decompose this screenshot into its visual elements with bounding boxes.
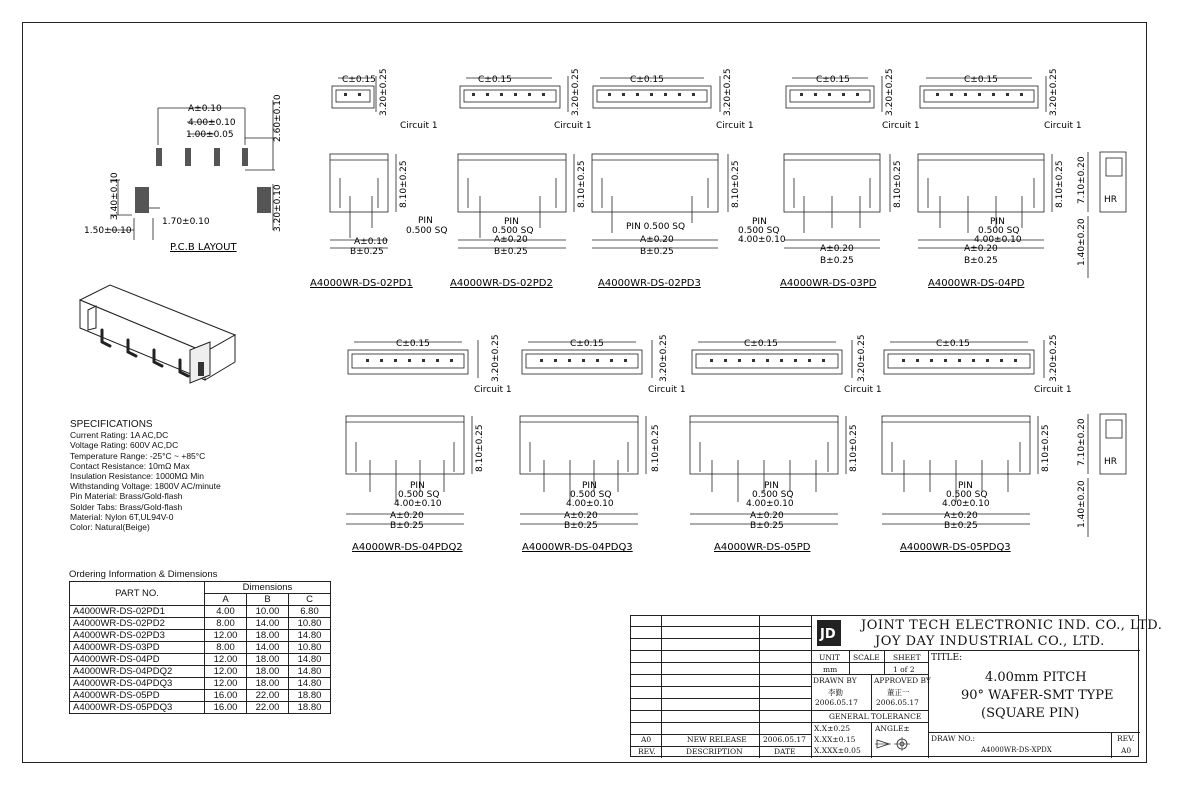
cell-part: A4000WR-DS-04PDQ2 [70, 666, 205, 678]
pcb-dim-pad-width: 1.00±0.05 [186, 130, 234, 140]
drawn-date: 2006.05.17 [815, 698, 858, 707]
cell-c: 14.80 [289, 654, 331, 666]
cell-part: A4000WR-DS-02PD1 [70, 606, 205, 618]
r2-height-2: 3.20±0.25 [659, 334, 669, 382]
tolerance-2: X.XX±0.15 [814, 735, 856, 744]
row1-drawings [300, 68, 1160, 298]
r1-hr-top: 7.10±0.20 [1077, 156, 1087, 204]
r1-c-dim-4: C±0.15 [816, 75, 850, 85]
cell-part: A4000WR-DS-05PD [70, 690, 205, 702]
cell-a: 16.00 [205, 702, 247, 714]
pcb-dim-tab-offset: 1.70±0.10 [162, 217, 210, 227]
table-row [70, 702, 331, 714]
r2-hr-bot: 1.40±0.20 [1077, 480, 1087, 528]
cell-a: 8.00 [205, 642, 247, 654]
drawn-by-label: DRAWN BY [813, 676, 857, 685]
cell-a: 12.00 [205, 630, 247, 642]
r1-b-4: B±0.25 [820, 256, 854, 266]
r1-a-4: A±0.20 [820, 244, 854, 254]
r2-b-1: B±0.25 [390, 521, 424, 531]
r2-pinsq-1: 0.500 SQ [398, 490, 440, 500]
spec-line: Solder Tabs: Brass/Gold-flash [70, 501, 183, 512]
part-name-03pd: A4000WR-DS-03PD [780, 278, 877, 289]
r1-a-1: A±0.10 [354, 237, 388, 247]
sheet-value: 1 of 2 [893, 665, 915, 674]
cell-c: 14.80 [289, 666, 331, 678]
spec-line: Pin Material: Brass/Gold-flash [70, 491, 183, 502]
r2-b-4: B±0.25 [944, 521, 978, 531]
r2-height-3: 3.20±0.25 [857, 334, 867, 382]
r1-pinsq-1: 0.500 SQ [406, 226, 448, 236]
cell-b: 18.00 [247, 654, 289, 666]
r2-pin-4: PIN [958, 481, 973, 491]
rev-label: REV. [1117, 734, 1135, 743]
r1-c-dim-1: C±0.15 [342, 75, 376, 85]
r1-pinsq-4: 0.500 SQ [738, 226, 780, 236]
r2-a-2: A±0.20 [564, 511, 598, 521]
approved-by-name: 董正一 [887, 688, 910, 697]
r2-pin-2: PIN [582, 481, 597, 491]
title-line-2: 90° WAFER-SMT TYPE [961, 688, 1114, 703]
r2-b-3: B±0.25 [750, 521, 784, 531]
r1-height-3: 3.20±0.25 [723, 68, 733, 116]
unit-value: mm [823, 665, 838, 674]
table-row [70, 630, 331, 642]
pcb-dim-pad-height: 2.60±0.10 [273, 94, 283, 142]
angle-label: ANGLE± [875, 724, 910, 733]
spec-line: Contact Resistance: 10mΩ Max [70, 460, 190, 471]
spec-line: Color: Natural(Beige) [70, 522, 150, 533]
cell-part: A4000WR-DS-02PD3 [70, 630, 205, 642]
history-desc-header: DESCRIPTION [686, 747, 743, 756]
cell-c: 6.80 [289, 606, 331, 618]
col-c: C [289, 594, 331, 606]
tolerance-3: X.XXX±0.05 [814, 746, 861, 755]
r2-hr-label: HR [1104, 457, 1118, 467]
r1-c-dim-3: C±0.15 [630, 75, 664, 85]
r2-c-dim-4: C±0.15 [936, 339, 970, 349]
r1-c-dim-2: C±0.15 [478, 75, 512, 85]
r2-pitch-3: 4.00±0.10 [746, 499, 794, 509]
cell-a: 12.00 [205, 678, 247, 690]
tolerance-1: X.X±0.25 [814, 724, 851, 733]
spec-line: Material: Nylon 6T,UL94V-0 [70, 511, 174, 522]
cell-part: A4000WR-DS-04PD [70, 654, 205, 666]
sheet-label: SHEET [893, 653, 921, 662]
cell-a: 12.00 [205, 654, 247, 666]
svg-text:JD: JD [820, 627, 836, 642]
cell-c: 14.80 [289, 630, 331, 642]
r1-a-3: A±0.20 [640, 235, 674, 245]
r1-side-height-5: 8.10±0.25 [1055, 160, 1065, 208]
cell-c: 10.80 [289, 618, 331, 630]
pcb-dim-a: A±0.10 [188, 104, 222, 114]
r1-circuit-1: Circuit 1 [400, 121, 438, 131]
part-name-02pd2: A4000WR-DS-02PD2 [450, 278, 553, 289]
connector-3d-view [70, 280, 250, 405]
history-rev-header: REV. [638, 747, 656, 756]
specifications [70, 420, 221, 532]
draw-no-value: A4000WR-DS-XPDX [981, 746, 1052, 754]
cell-b: 22.00 [247, 690, 289, 702]
r2-c-dim-1: C±0.15 [396, 339, 430, 349]
drawn-by-name: 李勤 [828, 688, 843, 697]
r2-side-height-2: 8.10±0.25 [651, 424, 661, 472]
part-name-05pd: A4000WR-DS-05PD [714, 542, 811, 553]
r2-side-height-3: 8.10±0.25 [849, 424, 859, 472]
r2-pitch-2: 4.00±0.10 [566, 499, 614, 509]
cell-a: 16.00 [205, 690, 247, 702]
r2-pitch-4: 4.00±0.10 [942, 499, 990, 509]
draw-no-label: DRAW NO.: [931, 734, 976, 743]
r1-c-dim-5: C±0.15 [964, 75, 998, 85]
approved-by-label: APPROVED BY [874, 676, 931, 685]
table-row [70, 654, 331, 666]
col-dimensions: Dimensions [205, 582, 331, 594]
part-name-04pdq3: A4000WR-DS-04PDQ3 [522, 542, 633, 553]
col-part-no: PART NO. [70, 582, 205, 606]
r2-side-height-1: 8.10±0.25 [475, 424, 485, 472]
r1-b-3: B±0.25 [640, 247, 674, 257]
r1-side-height-3: 8.10±0.25 [731, 160, 741, 208]
cell-b: 14.00 [247, 642, 289, 654]
company-name-1: JOINT TECH ELECTRONIC IND. CO., LTD. [861, 618, 1163, 633]
spec-line: Withstanding Voltage: 1800V AC/minute [70, 481, 221, 492]
pcb-layout-drawing [70, 90, 300, 260]
r1-side-height-1: 8.10±0.25 [399, 160, 409, 208]
r2-height-1: 3.20±0.25 [491, 334, 501, 382]
history-desc: NEW RELEASE [687, 735, 747, 744]
cell-a: 12.00 [205, 666, 247, 678]
r2-circuit-2: Circuit 1 [648, 385, 686, 395]
r1-side-height-4: 8.10±0.25 [893, 160, 903, 208]
r1-hr-label: HR [1104, 195, 1118, 205]
cell-part: A4000WR-DS-03PD [70, 642, 205, 654]
r2-b-2: B±0.25 [564, 521, 598, 531]
r1-hr-bot: 1.40±0.20 [1077, 218, 1087, 266]
title-line-3: (SQUARE PIN) [981, 706, 1080, 721]
spec-line: Current Rating: 1A AC,DC [70, 430, 169, 441]
r2-circuit-3: Circuit 1 [844, 385, 882, 395]
spec-line: Insulation Resistance: 1000MΩ Min [70, 471, 204, 482]
title-line-1: 4.00mm PITCH [985, 670, 1087, 685]
r1-pinsq-5: 0.500 SQ [978, 226, 1020, 236]
pcb-layout-label: P.C.B LAYOUT [170, 242, 237, 253]
r2-pin-3: PIN [764, 481, 779, 491]
cell-b: 10.00 [247, 606, 289, 618]
rev-value: A0 [1121, 746, 1132, 755]
part-name-04pdq2: A4000WR-DS-04PDQ2 [352, 542, 463, 553]
r1-pin-4: PIN [752, 217, 767, 227]
projection-symbol-icon [875, 736, 915, 752]
cell-a: 8.00 [205, 618, 247, 630]
history-rev: A0 [641, 735, 652, 744]
cell-c: 18.80 [289, 690, 331, 702]
table-row [70, 606, 331, 618]
r1-b-5: B±0.25 [964, 256, 998, 266]
title-label: TITLE: [931, 653, 963, 663]
title-block [630, 615, 1163, 757]
company-name-2: JOY DAY INDUSTRIAL CO., LTD. [875, 634, 1105, 649]
r1-pitch-5: 4.00±0.10 [974, 235, 1022, 245]
part-name-02pd3: A4000WR-DS-02PD3 [598, 278, 701, 289]
pcb-dim-tab-span: 3.20±0.10 [273, 184, 283, 232]
cell-part: A4000WR-DS-05PDQ3 [70, 702, 205, 714]
approved-date: 2006.05.17 [876, 698, 919, 707]
pcb-dim-tab-width: 1.50±0.10 [84, 226, 132, 236]
unit-label: UNIT [819, 653, 840, 662]
cell-b: 18.00 [247, 666, 289, 678]
r1-side-height-2: 8.10±0.25 [577, 160, 587, 208]
spec-line: Voltage Rating: 600V AC,DC [70, 440, 179, 451]
r2-height-4: 3.20±0.25 [1049, 334, 1059, 382]
r2-a-1: A±0.20 [390, 511, 424, 521]
cell-c: 18.80 [289, 702, 331, 714]
r1-pinsq-3: PIN 0.500 SQ [626, 222, 686, 232]
r2-a-3: A±0.20 [750, 511, 784, 521]
r1-circuit-4: Circuit 1 [882, 121, 920, 131]
r2-c-dim-3: C±0.15 [744, 339, 778, 349]
history-date: 2006.05.17 [763, 735, 806, 744]
table-row [70, 690, 331, 702]
row2-drawings [340, 332, 1160, 557]
r1-circuit-2: Circuit 1 [554, 121, 592, 131]
history-date-header: DATE [774, 747, 796, 756]
part-name-05pdq3: A4000WR-DS-05PDQ3 [900, 542, 1011, 553]
cell-c: 14.80 [289, 678, 331, 690]
part-name-02pd1: A4000WR-DS-02PD1 [310, 278, 413, 289]
cell-a: 4.00 [205, 606, 247, 618]
r1-pin-1: PIN [418, 216, 433, 226]
ordering-title: Ordering Information & Dimensions [69, 569, 218, 580]
pcb-dim-pitch: 4.00±0.10 [188, 118, 236, 128]
r2-a-4: A±0.20 [944, 511, 978, 521]
r1-pin-2: PIN [504, 217, 519, 227]
r1-pinsq-2: 0.500 SQ [492, 226, 534, 236]
scale-label: SCALE [853, 653, 880, 662]
r2-side-height-4: 8.10±0.25 [1041, 424, 1051, 472]
r1-a-5: A±0.20 [964, 244, 998, 254]
table-row [70, 642, 331, 654]
r1-height-1: 3.20±0.25 [379, 68, 389, 116]
r1-b-1: B±0.25 [350, 247, 384, 257]
cell-b: 18.00 [247, 630, 289, 642]
spec-line: Temperature Range: -25°C ~ +85°C [70, 450, 206, 461]
table-row [70, 666, 331, 678]
table-row [70, 618, 331, 630]
part-name-04pd: A4000WR-DS-04PD [928, 278, 1025, 289]
specs-heading: SPECIFICATIONS [70, 419, 153, 430]
r1-pitch-4: 4.00±0.10 [738, 235, 786, 245]
r1-height-2: 3.20±0.25 [571, 68, 581, 116]
r2-circuit-1: Circuit 1 [474, 385, 512, 395]
cell-part: A4000WR-DS-02PD2 [70, 618, 205, 630]
r1-pin-5: PIN [990, 217, 1005, 227]
r2-pinsq-4: 0.500 SQ [946, 490, 988, 500]
cell-part: A4000WR-DS-04PDQ3 [70, 678, 205, 690]
tolerance-label: GENERAL TOLERANCE [829, 712, 922, 721]
cell-b: 18.00 [247, 678, 289, 690]
ordering-table [69, 581, 331, 714]
col-a: A [205, 594, 247, 606]
cell-b: 22.00 [247, 702, 289, 714]
r1-a-2: A±0.20 [494, 235, 528, 245]
r2-circuit-4: Circuit 1 [1034, 385, 1072, 395]
r2-hr-top: 7.10±0.20 [1077, 418, 1087, 466]
r1-height-4: 3.20±0.25 [885, 68, 895, 116]
r2-pinsq-3: 0.500 SQ [752, 490, 794, 500]
table-row [70, 678, 331, 690]
r1-height-5: 3.20±0.25 [1049, 68, 1059, 116]
r2-pitch-1: 4.00±0.10 [394, 499, 442, 509]
company-logo [817, 620, 841, 646]
r1-circuit-3: Circuit 1 [716, 121, 754, 131]
cell-b: 14.00 [247, 618, 289, 630]
cell-c: 10.80 [289, 642, 331, 654]
pcb-dim-tab-height: 3.40±0.10 [110, 172, 120, 220]
r2-pinsq-2: 0.500 SQ [570, 490, 612, 500]
col-b: B [247, 594, 289, 606]
r2-c-dim-2: C±0.15 [570, 339, 604, 349]
r1-b-2: B±0.25 [494, 247, 528, 257]
r2-pin-1: PIN [410, 481, 425, 491]
r1-circuit-5: Circuit 1 [1044, 121, 1082, 131]
